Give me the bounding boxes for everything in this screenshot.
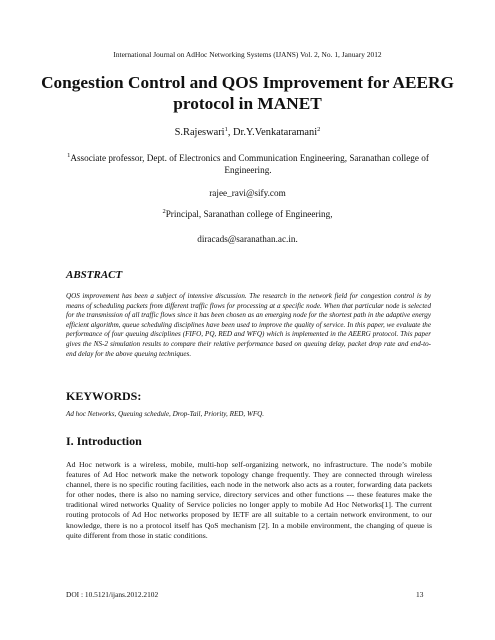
affiliation-2-mark: 2 [162, 208, 166, 215]
affiliation-2 [0, 209, 495, 219]
author-1-email: rajee_ravi@sify.com [209, 188, 286, 198]
keywords-body: Ad hoc Networks, Queuing schedule, Drop-Tail, Priority, RED, WFQ. [66, 410, 265, 418]
author-separator: , [227, 127, 234, 138]
introduction-heading: I. Introduction [66, 434, 142, 448]
author-1: S.Rajeswari [174, 127, 225, 138]
journal-header: International Journal on AdHoc Networking Systems (IJANS) Vol. 2, No. 1, January 2012 [113, 50, 382, 59]
affiliation-1 [58, 152, 438, 176]
page-number: 13 [416, 590, 424, 599]
footer-doi: DOI : 10.5121/ijans.2012.2102 [66, 590, 159, 599]
affiliation-1-mark: 1 [67, 152, 71, 159]
keywords-heading: KEYWORDS: [66, 389, 142, 403]
author-2-affiliation-mark: 2 [317, 126, 321, 133]
introduction-body: Ad Hoc network is a wireless, mobile, multi-hop self-organizing network, no infrastructure. The node’s mobile features of Ad Hoc network make the network topology change frequently. They are connected through wireless channel, there is no specific routing facilities, each node in the network also acts as a router, forwarding data packets for other nodes, there is also no naming service, directory services and other functions --- these features make the traditional wired networks Quality of Service policies no longer apply to mobile Ad Hoc Networks[1]. The current routing protocols of Ad Hoc networks proposed by IETF are all suitable to a certain network environment, to our knowledge, there is no a protocol itself has QoS mechanism [2]. In a mobile environment, the changing of queue is quite different from those in static conditions. [66, 460, 432, 540]
abstract-body: QOS improvement has been a subject of intensive discussion. The research in the network field for congestion control is by means of scheduling packets from different traffic flows for processing at a specific node. When that particular node is selected for the transmission of all traffic flows since it has been chosen as an emerging node for the shortest path in the adaptive energy efficient algorithm, queue scheduling disciplines have been used to improve the quality of service. In this paper, we evaluate the performance of four queuing disciplines (FIFO, PQ, RED and WFQ) which is implemented in the AEERG protocol. This paper gives the NS-2 simulation results to compare their relative performance based on queuing delay, packet drop rate and end-to-end delay for the above queuing techniques. [66, 292, 431, 358]
paper-title: Congestion Control and QOS Improvement for AEERG protocol in MANET [41, 73, 454, 113]
affiliation-2-text: Principal, Saranathan college of Engineering, [165, 209, 333, 219]
abstract-heading: ABSTRACT [66, 269, 123, 281]
affiliation-1-text: Associate professor, Dept. of Electronics and Communication Engineering, Saranathan college of Engineering. [70, 153, 429, 175]
author-2-email: diracads@saranathan.ac.in. [197, 234, 298, 244]
author-2: Dr.Y.Venkataramani [233, 127, 318, 138]
author-line [0, 127, 495, 138]
author-1-affiliation-mark: 1 [224, 126, 228, 133]
